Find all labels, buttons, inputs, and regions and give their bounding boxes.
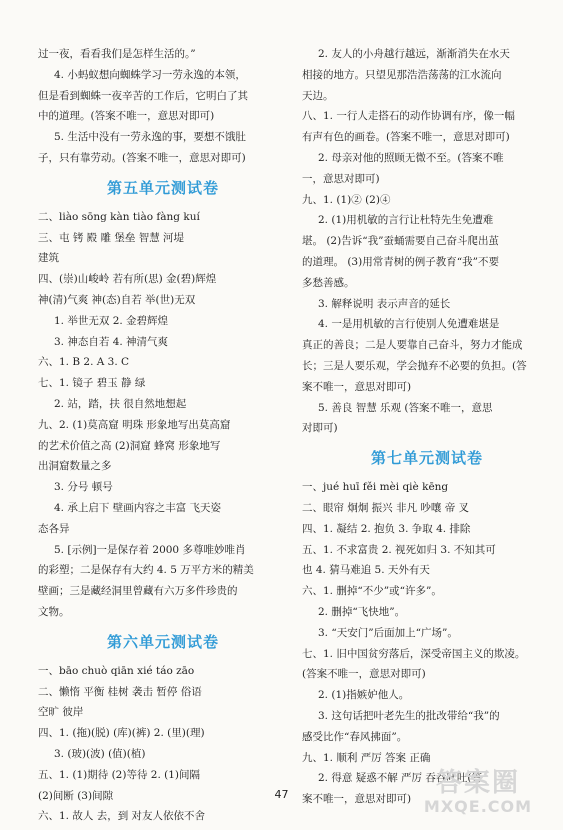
answer-line: 四、(崇)山峻岭 若有所(思) 金(碧)辉煌 <box>38 273 217 286</box>
answer-line: 八、1. 一行人走搭石的动作协调有序，像一幅 <box>302 110 515 123</box>
answer-line: 的彩塑；二是保存有大约 4. 5 万平方米的精美 <box>38 564 254 577</box>
answer-line: 5. 善良 智慧 乐观 (答案不唯一，意思 <box>318 401 493 414</box>
answer-line: 2. (1)用机敏的言行让杜特先生免遭难 <box>318 214 494 227</box>
answer-line: (答案不唯一，意思对即可) <box>302 668 426 681</box>
answer-line: 2. 友人的小舟越行越远，渐渐消失在水天 <box>318 48 510 60</box>
answer-line: 六、1. 故人 去，到 对友人依依不舍 <box>38 810 206 823</box>
section-heading: 第七单元测试卷 <box>370 449 483 468</box>
answer-line: 中的道理。(答案不唯一，意思对即可) <box>38 110 215 123</box>
watermark-url: MXQE.COM <box>423 797 533 816</box>
answer-line: 2. 站，踏，扶 很自然地想起 <box>54 397 187 410</box>
answer-line: 多愁善感。 <box>302 276 355 289</box>
answer-line: 有声有色的画卷。(答案不唯一，意思对即可) <box>302 131 510 144</box>
answer-line: 案不唯一，意思对即可) <box>302 380 412 393</box>
answer-line: 3. “天安门”后面加上“广场”。 <box>318 626 458 639</box>
answer-line: 七、1. 镜子 碧玉 静 绿 <box>38 377 146 390</box>
answer-line: 3. 解释说明 表示声音的延长 <box>318 297 451 310</box>
answer-line: 五、1. 不求富贵 2. 视死如归 3. 不知其可 <box>302 543 496 556</box>
answer-line: 对即可) <box>302 422 338 435</box>
answer-line: 建筑 <box>38 252 59 265</box>
answer-line: 四、1. (拖)(脱) (库)(裤) 2. (里)(理) <box>38 727 205 740</box>
answer-line: 天边。 <box>302 89 334 102</box>
answer-line: 5. [示例]一是保存着 2000 多尊唯妙唯肖 <box>54 543 246 556</box>
answer-line: 七、1. 旧中国贫穷落后，深受帝国主义的欺凌。 <box>302 647 526 660</box>
answer-line: 九、2. (1)莫高窟 明珠 形象地写出莫高窟 <box>38 418 231 431</box>
answer-line: 出洞窟数量之多 <box>38 460 112 473</box>
right-column <box>302 44 552 810</box>
answer-line: 的道理。 (3)用常青树的例子教育“我”不要 <box>302 255 499 268</box>
answer-line: 二、眼帘 炯炯 振兴 非凡 吵嚷 帝 叉 <box>302 501 470 514</box>
answer-line: 二、懒惰 平衡 桂树 袭击 暂停 俗语 <box>38 685 202 698</box>
answer-line: 六、1. B 2. A 3. C <box>38 356 130 369</box>
answer-line: 四、1. 凝结 2. 抱负 3. 争取 4. 排除 <box>302 522 471 535</box>
answer-line: 堪。 (2)告诉“我”蚕蛹需要自己奋斗爬出茧 <box>302 235 499 248</box>
answer-line: 五、1. (1)期待 (2)等待 2. (1)间隔 <box>38 768 201 781</box>
answer-line: 一、bāo chuò qiān xié táo zāo <box>38 664 195 677</box>
answer-line: 相接的地方。只望见那浩浩荡荡的江水流向 <box>302 68 502 81</box>
answer-line: 文物。 <box>38 605 70 618</box>
answer-line: 真正的善良；二是人要靠自己奋斗，努力才能成 <box>302 339 523 352</box>
section-heading: 第五单元测试卷 <box>106 178 219 197</box>
answer-line: 一、jué huī fěi mèi qiè kēng <box>302 481 449 494</box>
answer-line: 3. (玻)(波) (值)(植) <box>54 747 146 760</box>
answer-line: 5. 生活中没有一劳永逸的事，要想不饿肚 <box>54 131 246 144</box>
answer-line: 3. 分号 顿号 <box>54 481 113 494</box>
answer-line: 长；三是人要乐观，学会抛弃不必要的负担。(答 <box>302 359 527 372</box>
answer-line: 4. 小蚂蚁想向蜘蛛学习一劳永逸的本领， <box>54 68 246 81</box>
answer-line: 案不唯一，意思对即可) <box>302 793 412 806</box>
answer-line: 3. 神态自若 4. 神清气爽 <box>54 335 169 348</box>
answer-line: 二、liào sōng kàn tiào fàng kuí <box>38 210 200 223</box>
answer-line: 九、1. 顺利 严厉 答案 正确 <box>302 751 431 764</box>
page-number: 47 <box>274 788 289 801</box>
answer-line: 神(清)气爽 神(态)自若 举(世)无双 <box>38 293 196 306</box>
answer-line: 壁画；三是藏经洞里曾藏有六万多件珍贵的 <box>38 585 238 598</box>
watermark-text: 答案圈 <box>435 768 520 798</box>
answer-line: 2. (1)指嫉妒他人。 <box>318 689 410 702</box>
answer-line: 过一夜，看看我们是怎样生活的。” <box>38 48 196 60</box>
answer-line: 九、1. (1)② (2)④ <box>302 193 391 206</box>
answer-line: 2. 得意 疑惑不解 严厉 吞吞吐吐(答 <box>318 772 482 785</box>
answer-line: 三、屯 铐 殿 雕 堡垒 智慧 河堤 <box>38 231 185 244</box>
answer-line: 4. 一是用机敏的言行使别人免遭难堪是 <box>318 318 500 331</box>
left-column <box>38 44 288 827</box>
answer-line: 也 4. 猜马难追 5. 天外有天 <box>302 564 430 577</box>
answer-line: 3. 这句话把叶老先生的批改带给“我”的 <box>318 709 500 722</box>
answer-line: 一，意思对即可) <box>302 172 380 185</box>
answer-line: 六、1. 删掉“不少”或“许多”。 <box>302 585 442 598</box>
watermark-logo <box>403 768 553 820</box>
answer-line: 2. 母亲对他的照顾无微不至。(答案不唯 <box>318 151 504 164</box>
answer-line: 但是看到蜘蛛一夜辛苦的工作后，它明白了其 <box>38 89 248 102</box>
answer-line: 2. 删掉“飞快地”。 <box>318 605 406 618</box>
section-heading: 第六单元测试卷 <box>106 632 219 651</box>
answer-line: 态各异 <box>38 522 70 535</box>
answer-line: 1. 举世无双 2. 金碧辉煌 <box>54 314 169 327</box>
answer-line: 感受比作“春风拂面”。 <box>302 730 408 743</box>
answer-line: 子，只有靠劳动。(答案不唯一，意思对即可) <box>38 151 246 164</box>
answer-line: 空旷 彼岸 <box>38 706 84 719</box>
answer-line: 4. 承上启下 壁画内容之丰富 飞天姿 <box>54 501 222 514</box>
answer-line: (2)间断 (3)间隙 <box>38 789 114 802</box>
answer-line: 的艺术价值之高 (2)洞窟 蜂窝 形象地写 <box>38 439 221 452</box>
